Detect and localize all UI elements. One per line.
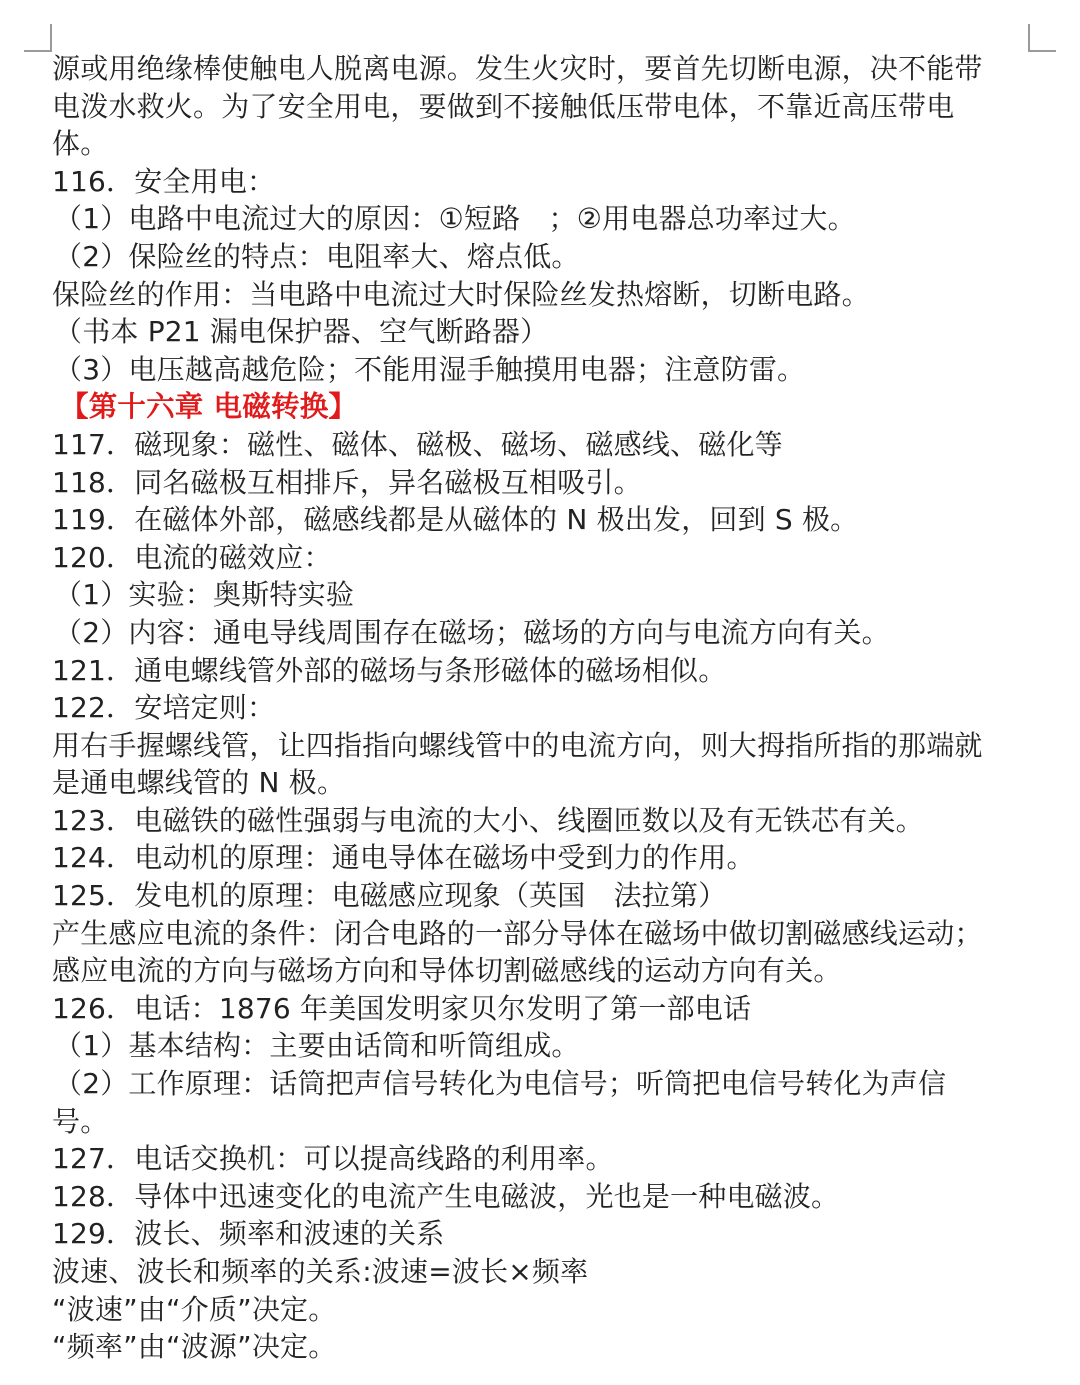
text-line: 感应电流的方向与磁场方向和导体切割磁感线的运动方向有关。 — [52, 954, 842, 988]
text-line: 产生感应电流的条件：闭合电路的一部分导体在磁场中做切割磁感线运动； — [52, 916, 983, 950]
item-116-title: 116．安全用电： — [52, 164, 276, 198]
item-119-title: 119．在磁体外部，磁感线都是从磁体的 N 极出发，回到 S 极。 — [52, 503, 859, 537]
text-line: （2）保险丝的特点：电阻率大、熔点低。 — [54, 239, 580, 273]
item-121-title: 121．通电螺线管外部的磁场与条形磁体的磁场相似。 — [52, 653, 727, 687]
text-line: “波速”由“介质”决定。 — [52, 1292, 337, 1326]
text-line: 源或用绝缘棒使触电人脱离电源。发生火灾时，要首先切断电源，决不能带 — [52, 52, 983, 85]
text-line: （2）工作原理：话筒把声信号转化为电信号；听筒把电信号转化为声信 — [54, 1067, 947, 1101]
text-line: （2）内容：通电导线周围存在磁场；磁场的方向与电流方向有关。 — [54, 615, 890, 649]
text-line: 号。 — [52, 1104, 109, 1138]
item-125-title: 125．发电机的原理：电磁感应现象（英国 法拉第） — [52, 879, 727, 913]
text-line: 保险丝的作用：当电路中电流过大时保险丝发热熔断，切断电路。 — [52, 277, 870, 311]
chapter-heading: 【第十六章 电磁转换】 — [60, 390, 358, 424]
item-117-title: 117．磁现象：磁性、磁体、磁极、磁场、磁感线、磁化等 — [52, 427, 783, 461]
item-118-title: 118．同名磁极互相排斥，异名磁极互相吸引。 — [52, 465, 642, 499]
item-124-title: 124．电动机的原理：通电导体在磁场中受到力的作用。 — [52, 841, 755, 875]
text-line: 体。 — [52, 127, 109, 161]
item-126-title: 126．电话：1876 年美国发明家贝尔发明了第一部电话 — [52, 991, 752, 1025]
text-line: 用右手握螺线管，让四指指向螺线管中的电流方向，则大拇指所指的那端就 — [52, 728, 983, 762]
text-line: （书本 P21 漏电保护器、空气断路器） — [54, 315, 549, 349]
text-line: （1）实验：奥斯特实验 — [54, 578, 355, 612]
item-123-title: 123．电磁铁的磁性强弱与电流的大小、线圈匝数以及有无铁芯有关。 — [52, 803, 924, 837]
document-body — [52, 50, 1042, 1366]
item-127-title: 127．电话交换机：可以提高线路的利用率。 — [52, 1142, 614, 1176]
text-line: “频率”由“波源”决定。 — [52, 1330, 337, 1364]
text-line: 电泼水救火。为了安全用电，要做到不接触低压带电体，不靠近高压带电 — [52, 89, 955, 123]
text-line: 波速、波长和频率的关系:波速=波长×频率 — [52, 1255, 589, 1288]
text-line: （3）电压越高越危险；不能用湿手触摸用电器；注意防雷。 — [54, 352, 806, 386]
item-122-title: 122．安培定则： — [52, 691, 276, 725]
item-129-title: 129．波长、频率和波速的关系 — [52, 1217, 445, 1251]
text-line: （1）电路中电流过大的原因：①短路 ；②用电器总功率过大。 — [54, 202, 856, 236]
item-128-title: 128．导体中迅速变化的电流产生电磁波，光也是一种电磁波。 — [52, 1179, 840, 1213]
text-line: 是通电螺线管的 N 极。 — [52, 766, 346, 800]
crop-mark-top-left — [24, 24, 52, 52]
item-120-title: 120．电流的磁效应： — [52, 540, 332, 574]
crop-mark-top-right — [1028, 24, 1056, 52]
text-line: （1）基本结构：主要由话筒和听筒组成。 — [54, 1029, 580, 1063]
